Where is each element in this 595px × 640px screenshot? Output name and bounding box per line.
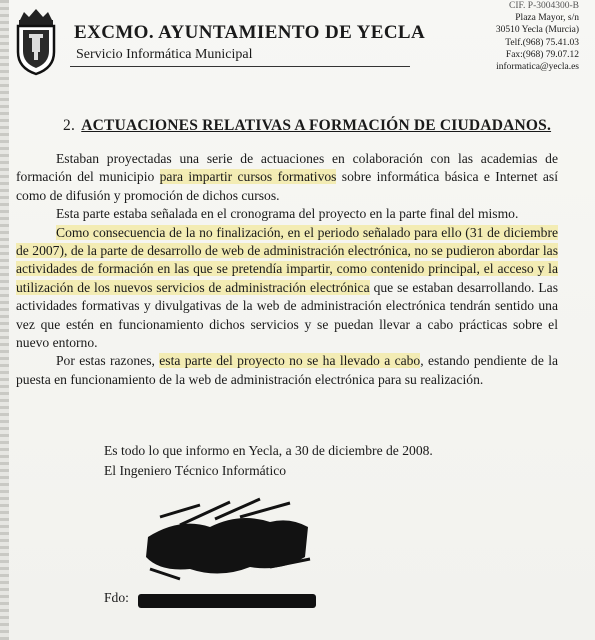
p3-highlight: Como consecuencia de la no finalización, en el periodo señalado para ello (31 de diciembre de 2007), de la parte de desarrollo de web de administración electrónica, no se pudieron abordar las actividades de formación en las que se pretendía impartir, como contenido principal, el acceso y la utilización de los nuevos servicios de administración electrónica — [16, 224, 558, 295]
closing-statement: Es todo lo que informo en Yecla, a 30 de diciembre de 2008. — [104, 443, 433, 458]
redacted-signature — [140, 497, 315, 582]
p1-text-a: Estaban proyectadas una serie de actuaciones en colaboración con las academias de formación del municipio — [16, 151, 558, 185]
signatory-title: El Ingeniero Técnico Informático — [104, 463, 287, 478]
email-line: informatica@yecla.es — [496, 62, 579, 73]
paragraph-2: Esta parte estaba señalada en el cronograma del proyecto en la parte final del mismo. — [56, 206, 519, 222]
address-block — [469, 0, 579, 73]
fax-line: Fax:(968) 79.07.12 — [505, 49, 579, 60]
coat-of-arms-icon — [10, 6, 62, 76]
department-name: Servicio Informática Municipal — [76, 47, 253, 62]
street-line: Plaza Mayor, s/n — [515, 13, 579, 24]
redacted-name — [138, 594, 316, 608]
p1-text-c: sobre informática básica e Internet así como de difusión y promoción de dichos cursos. — [16, 169, 558, 203]
paragraph-3 — [16, 224, 558, 353]
paragraph-4 — [16, 352, 558, 389]
scan-edge — [0, 0, 9, 640]
header-divider — [70, 66, 410, 67]
report-body — [16, 150, 558, 389]
p4-highlight: esta parte del proyecto no se ha llevado a cabo — [159, 353, 421, 369]
p1-highlight: para impartir cursos formativos — [159, 169, 337, 185]
closing-block — [104, 441, 433, 481]
section-heading — [63, 117, 551, 135]
section-title: ACTUACIONES RELATIVAS A FORMACIÓN DE CIUDADANOS. — [81, 117, 552, 134]
institution-title: EXCMO. AYUNTAMIENTO DE YECLA — [74, 22, 426, 43]
paragraph-1 — [16, 150, 558, 205]
p4-text-c: , estando pendiente de la puesta en funcionamiento de la web de administración electrónica para su realización. — [16, 353, 558, 387]
p4-text-a: Por estas razones, — [56, 353, 160, 369]
section-number: 2. — [63, 117, 76, 134]
p3-text-b: que se estaban desarrollando. Las actividades formativas y divulgativas de la web de administración electrónica tendrán sentido una vez que estén en funcionamiento dichos servicios y se puedan llevar a cabo prácticas sobre el nuevo entorno. — [16, 279, 558, 351]
city-line: 30510 Yecla (Murcia) — [495, 25, 579, 36]
cif-line: CIF. P-3004300-B — [509, 1, 579, 11]
phone-line: Telf.(968) 75.41.03 — [505, 37, 579, 48]
signature-label: Fdo: — [104, 590, 129, 605]
